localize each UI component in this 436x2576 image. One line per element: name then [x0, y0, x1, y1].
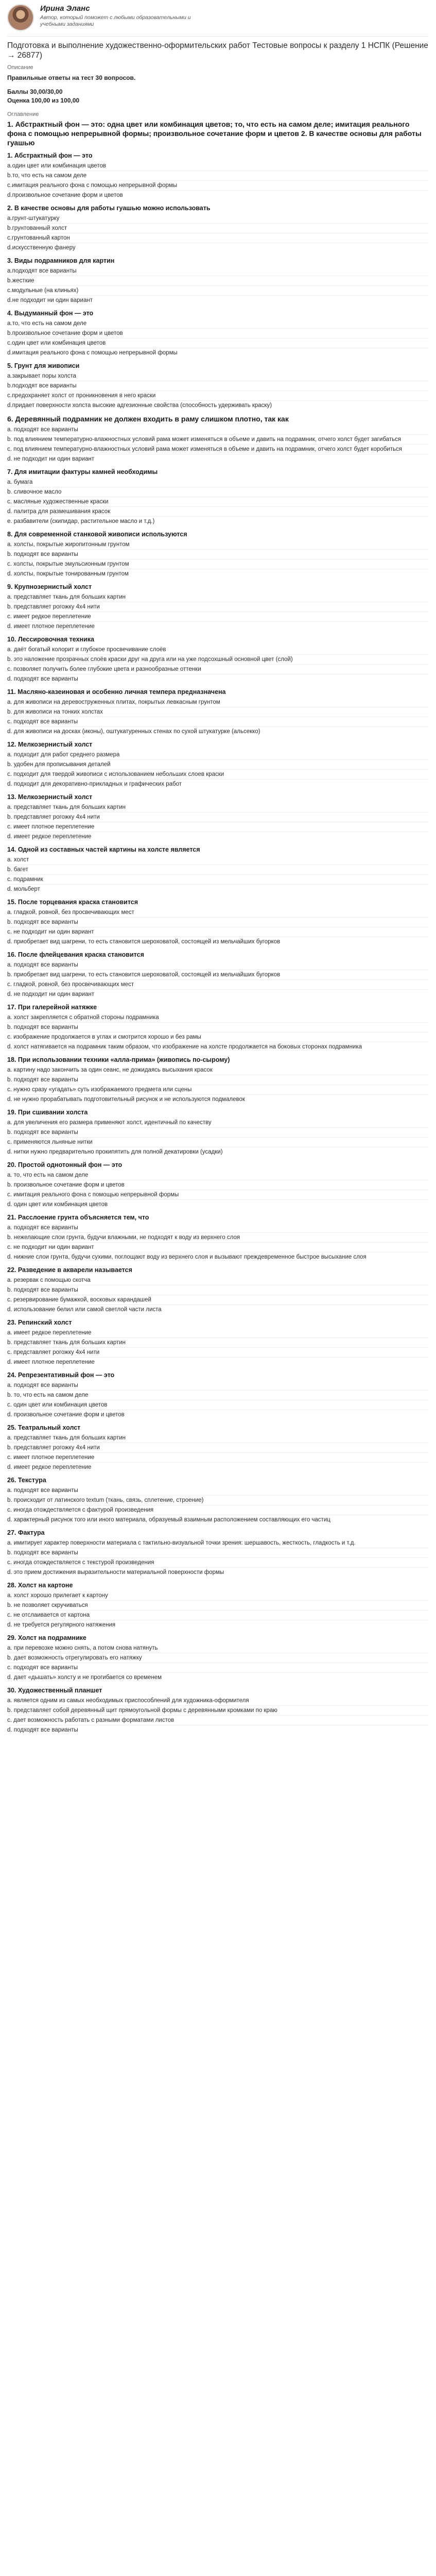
- question-title: 12. Мелкозернистый холст: [7, 741, 93, 748]
- answer-option: c. применяются льняные нитки: [7, 1138, 429, 1147]
- question-list: [7, 120, 429, 1735]
- question-item: [7, 120, 429, 147]
- answer-option: b.то, что есть на самом деле: [7, 171, 429, 181]
- answer-option: b. подходят все варианты: [7, 550, 429, 560]
- answer-option: а. холсты, покрытые жиропитонным грунтом: [7, 540, 429, 550]
- answer-option: c. дает возможность работать с разными форматами листов: [7, 1716, 429, 1725]
- answer-option: b. подходят все варианты: [7, 1128, 429, 1138]
- question-item: [7, 1266, 429, 1314]
- score-text: Баллы 30,00/30,00: [7, 88, 63, 95]
- answer-option: b. нежелающие слои грунта, будучи влажными, не подходят к воду из верхнего слоя: [7, 1233, 429, 1243]
- answer-option: а. холст: [7, 855, 429, 865]
- answer-option: b. представляет рогожку 4х4 нити: [7, 602, 429, 612]
- question-title: 29. Холст на подрамнике: [7, 1634, 86, 1641]
- answer-option: d. характерный рисунок того или иного материала, образуемый взаимным расположением составляющих его частиц: [7, 1517, 330, 1523]
- question-item: [7, 951, 429, 999]
- answer-option: а.подходят все варианты: [7, 266, 429, 276]
- answer-option: d. имеет плотное переплетение: [7, 1359, 95, 1365]
- answer-option: b.произвольное сочетание форм и цветов: [7, 329, 429, 338]
- question-title: 21. Расслоение грунта объясняется тем, что: [7, 1214, 149, 1221]
- question-item: [7, 635, 429, 684]
- answer-option: d. холсты, покрытые тонированным грунтом: [7, 571, 129, 577]
- question-title: 26. Текстура: [7, 1477, 46, 1484]
- answer-option: c. изображение продолжается в углах и смотрится хорошо и без рамы: [7, 1032, 429, 1042]
- answer-option: а.один цвет или комбинация цветов: [7, 161, 429, 171]
- answer-option: а. для живописи на деревоструженных плитах, покрытых левкасным грунтом: [7, 698, 429, 707]
- question-title: 13. Мелкозернистый холст: [7, 793, 93, 801]
- question-item: [7, 362, 429, 410]
- answer-option: а. имитирует характер поверхности материала с тактильно-визуальной точки зрения: шершавость, жесткость, гладкость и т.д.: [7, 1538, 429, 1548]
- question-title: 6. Деревянный подрамник не должен входить в раму слишком плотно, так как: [7, 415, 289, 423]
- result-stats: [7, 88, 429, 105]
- answer-option: а. для увеличения его размера применяют холст, идентичный по качеству: [7, 1118, 429, 1128]
- question-title: 27. Фактура: [7, 1529, 45, 1536]
- question-title: 20. Простой однотонный фон — это: [7, 1161, 123, 1168]
- answer-option: b. представляет рогожку 4х4 нити: [7, 812, 429, 822]
- question-item: [7, 1161, 429, 1209]
- answer-option: c. холсты, покрытые эмульсионным грунтом: [7, 560, 429, 569]
- answer-option: b. это наложение прозрачных слоёв краски друг на друга или на уже подсохшный основной цвет (слой): [7, 655, 429, 665]
- answer-option: а. подходят все варианты: [7, 1486, 429, 1496]
- answer-option: а. подходят все варианты: [7, 425, 429, 435]
- answer-option: b. то, что есть на самом деле: [7, 1391, 429, 1400]
- answer-option: d. произвольное сочетание форм и цветов: [7, 1412, 125, 1418]
- question-title: 15. После торцевания краска становится: [7, 899, 138, 906]
- answer-option: а.то, что есть на самом деле: [7, 319, 429, 329]
- grade-text: Оценка 100,00 из 100,00: [7, 97, 80, 104]
- answer-option: а. холст закрепляется с обратной стороны подрамника: [7, 1013, 429, 1023]
- answer-option: b. подходят все варианты: [7, 1285, 429, 1295]
- question-title: 19. При сшивании холста: [7, 1109, 88, 1116]
- answer-option: c. масляные художественные краски: [7, 497, 429, 507]
- answer-option: d. имеет плотное переплетение: [7, 623, 95, 630]
- answer-option: b. багет: [7, 865, 429, 875]
- answer-option: b. произвольное сочетание форм и цветов: [7, 1180, 429, 1190]
- question-title: 18. При использовании техники «алла-прима» (живопись по-сырому): [7, 1056, 230, 1063]
- answer-option: c. подходят все варианты: [7, 717, 429, 727]
- question-title: 5. Грунт для живописи: [7, 362, 80, 369]
- answer-option: c. представляет рогожку 4х4 нити: [7, 1348, 429, 1358]
- answer-option: а.грунт-штукатурку: [7, 214, 429, 224]
- question-title: 8. Для современной станковой живописи используются: [7, 531, 187, 538]
- answer-option: b. дает возможность отрегулировать его натяжку: [7, 1653, 429, 1663]
- answer-option: c. подрамник: [7, 875, 429, 885]
- question-title: 11. Масляно-казеиновая и особенно личная темпера предназначена: [7, 688, 226, 696]
- answer-option: b. подходят все варианты: [7, 1075, 429, 1085]
- question-item: [7, 1371, 429, 1419]
- question-title: 1. Абстрактный фон — это: [7, 152, 93, 159]
- answer-option: d. подходят все варианты: [7, 676, 78, 682]
- answer-option: а. при перевозке можно снять, а потом снова натянуть: [7, 1643, 429, 1653]
- answer-option: c. не подходит ни один вариант: [7, 1243, 429, 1252]
- answer-option: а. является одним из самых необходимых приспособлений для художника-оформителя: [7, 1696, 429, 1706]
- answer-option: d. дает «дышать» холсту и не прогибается со временем: [7, 1674, 162, 1681]
- question-title: 7. Для имитации фактуры камней необходимы: [7, 468, 158, 476]
- question-title: 16. После флейцевания краска становится: [7, 951, 144, 958]
- toc-label: Оглавление: [7, 111, 39, 117]
- answer-option: c. гладкой, ровной, без просвечивающих мест: [7, 980, 429, 990]
- answer-option: c. подходят все варианты: [7, 1663, 429, 1673]
- answer-option: b. происходит от латинского textum (ткань, связь, сплетение, строение): [7, 1496, 429, 1505]
- answer-option: d. не подходит ни один вариант: [7, 456, 95, 462]
- question-item: [7, 530, 429, 579]
- answer-option: b.жесткие: [7, 276, 429, 286]
- question-item: [7, 151, 429, 200]
- question-item: [7, 740, 429, 789]
- answer-option: а. представляет ткань для больших картин: [7, 1433, 429, 1443]
- answer-option: d. нитки нужно предварительно прокипятить для полной декатировки (усадки): [7, 1149, 223, 1155]
- question-item: [7, 1213, 429, 1262]
- question-title: 23. Репинский холст: [7, 1319, 72, 1326]
- answer-option: c. не подходит ни один вариант: [7, 927, 429, 937]
- answer-option: d. не требуется регулярного натяжения: [7, 1622, 116, 1628]
- answer-option: а. резервак с помощью скотча: [7, 1276, 429, 1285]
- question-item: [7, 1423, 429, 1472]
- question-item: [7, 204, 429, 252]
- answer-option: b. подходят все варианты: [7, 1023, 429, 1032]
- answer-option: а. даёт богатый колорит и глубокое просвечивание слоёв: [7, 645, 429, 655]
- answer-option: d. это прием достижения выразительности материальной поверхности формы: [7, 1569, 224, 1575]
- document-title: Подготовка и выполнение художественно-оформительских работ Тестовые вопросы к разделу 1 НСПК (Решение → 26877): [7, 41, 428, 60]
- answer-option: d.придает поверхности холста высокие адгезионные свойства (способность удерживать краску): [7, 402, 272, 409]
- description-label: Описание: [7, 64, 33, 71]
- answer-option: а. подходят все варианты: [7, 1381, 429, 1391]
- answer-option: а. картину надо закончить за один сеанс, не дожидаясь высыхания красок: [7, 1065, 429, 1075]
- author-name[interactable]: Ирина Эланс: [40, 4, 90, 13]
- answer-option: c. иногда отождествляется с текстурой произведения: [7, 1558, 429, 1568]
- author-avatar[interactable]: [7, 4, 34, 31]
- answer-option: b.подходят все варианты: [7, 381, 429, 391]
- answer-option: а. подходят все варианты: [7, 960, 429, 970]
- question-item: [7, 468, 429, 526]
- question-title: 25. Театральный холст: [7, 1424, 81, 1431]
- question-item: [7, 1476, 429, 1524]
- question-title: 24. Репрезентативный фон — это: [7, 1371, 115, 1379]
- question-item: [7, 1634, 429, 1682]
- answer-option: d. палитра для размешивания красок: [7, 507, 429, 517]
- question-item: [7, 1581, 429, 1630]
- answer-option: c. иногда отождествляется с фактурой произведения: [7, 1505, 429, 1515]
- question-item: [7, 898, 429, 946]
- answer-option: b. представляет собой деревянный щит прямоугольной формы с деревянными кромками по краю: [7, 1706, 429, 1716]
- answer-option: b. не позволяет скручиваться: [7, 1601, 429, 1611]
- answer-option: d. подходят все варианты: [7, 1727, 78, 1733]
- answer-option: а. подходит для работ среднего размера: [7, 750, 429, 760]
- answer-option: b. удобен для прописывания деталей: [7, 760, 429, 770]
- answer-option: d. нижние слои грунта, будучи сухими, поглощают воду из верхнего слоя и вызывают преждевременное быстрое высыхание слоя: [7, 1254, 367, 1260]
- answer-option: c. имитация реального фона с помощью непрерывной формы: [7, 1190, 429, 1200]
- answer-option: b. для живописи на тонких холстах: [7, 707, 429, 717]
- answer-option: c. имеет плотное переплетение: [7, 1453, 429, 1463]
- question-item: [7, 1003, 429, 1052]
- question-item: [7, 688, 429, 736]
- answer-option: d. один цвет или комбинация цветов: [7, 1201, 108, 1208]
- answer-option: а. подходят все варианты: [7, 1223, 429, 1233]
- answer-option: d. использование белил или самой светлой части листа: [7, 1307, 162, 1313]
- answer-option: d.не подходит ни один вариант: [7, 297, 93, 303]
- answer-option: c. один цвет или комбинация цветов: [7, 1400, 429, 1410]
- answer-option: e. разбавители (скипидар, растительное масло и т.д.): [7, 518, 155, 524]
- answer-option: c. имеет редкое переплетение: [7, 612, 429, 622]
- answer-option: c. нужно сразу «угадать» суть изображаемого предмета или сцены: [7, 1085, 429, 1095]
- answer-option: b. представляет ткань для больших картин: [7, 1338, 429, 1348]
- answer-option: c. не отслаивается от картона: [7, 1611, 429, 1620]
- question-title: 1. Абстрактный фон — это: одна цвет или комбинация цветов; то, что есть на самом деле; имитация реального фона с помощью непрерывной формы; произвольное сочетание форм и цветов 2. В качестве основы для работы гуашью: [7, 120, 422, 147]
- answer-option: d. имеет редкое переплетение: [7, 834, 92, 840]
- answer-option: а. имеет редкое переплетение: [7, 1328, 429, 1338]
- question-title: 9. Крупнозернистый холст: [7, 583, 92, 590]
- question-title: 2. В качестве основы для работы гуашью можно использовать: [7, 205, 211, 212]
- answer-option: d. имеет редкое переплетение: [7, 1464, 92, 1470]
- author-header: [7, 0, 429, 37]
- question-title: 28. Холст на картоне: [7, 1582, 73, 1589]
- answer-option: а. представляет ткань для больших картин: [7, 592, 429, 602]
- answer-option: b. сливочное масло: [7, 487, 429, 497]
- answer-option: c. подходит для твердой живописи с использованием небольших слоев краски: [7, 770, 429, 779]
- answer-option: c.имитация реального фона с помощью непрерывной формы: [7, 181, 429, 191]
- answer-option: c.грунтованный картон: [7, 233, 429, 243]
- answer-option: b.грунтованный холст: [7, 224, 429, 233]
- answer-option: а. холст хорошо прилегает к картону: [7, 1591, 429, 1601]
- question-item: [7, 1529, 429, 1577]
- answer-option: а. бумага: [7, 478, 429, 487]
- answer-option: c. резервирование бумажкой, восковых карандашей: [7, 1295, 429, 1305]
- question-title: 10. Лессировочная техника: [7, 636, 94, 643]
- answer-option: b. представляет рогожку 4х4 нити: [7, 1443, 429, 1453]
- author-description: Автор, который поможет с любыми образовательными и учебными заданиями: [40, 14, 191, 27]
- answer-option: c.один цвет или комбинация цветов: [7, 338, 429, 348]
- answer-option: а. гладкой, ровной, без просвечивающих мест: [7, 908, 429, 918]
- author-info: [40, 4, 215, 28]
- answer-option: а. представляет ткань для больших картин: [7, 803, 429, 812]
- answer-option: b. подходят все варианты: [7, 918, 429, 927]
- answer-option: d. приобретает вид шагрени, то есть становится шероховатой, состоящей из мельчайших бугорков: [7, 939, 281, 945]
- answer-option: а.закрывает поры холста: [7, 371, 429, 381]
- answer-option: d.имитация реального фона с помощью непрерывной формы: [7, 350, 178, 356]
- intro-text: Правильные ответы на тест 30 вопросов.: [7, 74, 136, 81]
- answer-option: b. под влиянием температурно-влажностных условий рама может изменяться в объеме и давить на подрамник, отчего холст будет загибаться: [7, 435, 429, 445]
- answer-option: d.искусственную фанеру: [7, 245, 76, 251]
- question-item: [7, 309, 429, 358]
- answer-option: d. не подходит ни один вариант: [7, 991, 95, 997]
- question-item: [7, 257, 429, 305]
- question-title: 14. Одной из составных частей картины на холсте является: [7, 846, 200, 853]
- question-title: 30. Художественный планшет: [7, 1687, 102, 1694]
- question-item: [7, 1108, 429, 1157]
- answer-option: d. не нужно прорабатывать подготовительный рисунок и не используются подмалевок: [7, 1096, 245, 1103]
- question-title: 17. При галерейной натяжке: [7, 1004, 97, 1011]
- answer-option: b. подходят все варианты: [7, 1548, 429, 1558]
- question-item: [7, 414, 429, 464]
- answer-option: d. для живописи на досках (иконы), оштукатуренных стенах по сухой штукатурке (альсекко): [7, 728, 260, 735]
- question-title: 3. Виды подрамников для картин: [7, 257, 115, 264]
- question-title: 4. Выдуманный фон — это: [7, 310, 94, 317]
- question-title: 22. Разведение в акварели называется: [7, 1266, 132, 1274]
- answer-option: d. мольберт: [7, 886, 40, 892]
- answer-option: c. позволяет получить более глубокие цвета и разнообразные оттенки: [7, 665, 429, 674]
- answer-option: c.модульные (на клиньях): [7, 286, 429, 296]
- answer-option: d. подходит для декоративно-прикладных и графических работ: [7, 781, 182, 787]
- question-item: [7, 793, 429, 841]
- question-item: [7, 1686, 429, 1735]
- answer-option: d. холст натягивается на подрамник таким образом, что изображение на холсте продолжается на боковых сторонах подрамника: [7, 1044, 362, 1050]
- question-item: [7, 1056, 429, 1104]
- answer-option: b. приобретает вид шагрени, то есть становится шероховатой, состоящей из мельчайших бугорков: [7, 970, 429, 980]
- question-item: [7, 583, 429, 631]
- answer-option: c. под влиянием температурно-влажностных условий рама может изменяться в объеме и давить на подрамник, отчего холст будет коробиться: [7, 445, 429, 454]
- answer-option: c. имеет плотное переплетение: [7, 822, 429, 832]
- question-item: [7, 845, 429, 894]
- answer-option: а. то, что есть на самом деле: [7, 1171, 429, 1180]
- answer-option: c.предохраняет холст от проникновения в него краски: [7, 391, 429, 401]
- answer-option: d.произвольное сочетание форм и цветов: [7, 192, 123, 198]
- question-item: [7, 1318, 429, 1367]
